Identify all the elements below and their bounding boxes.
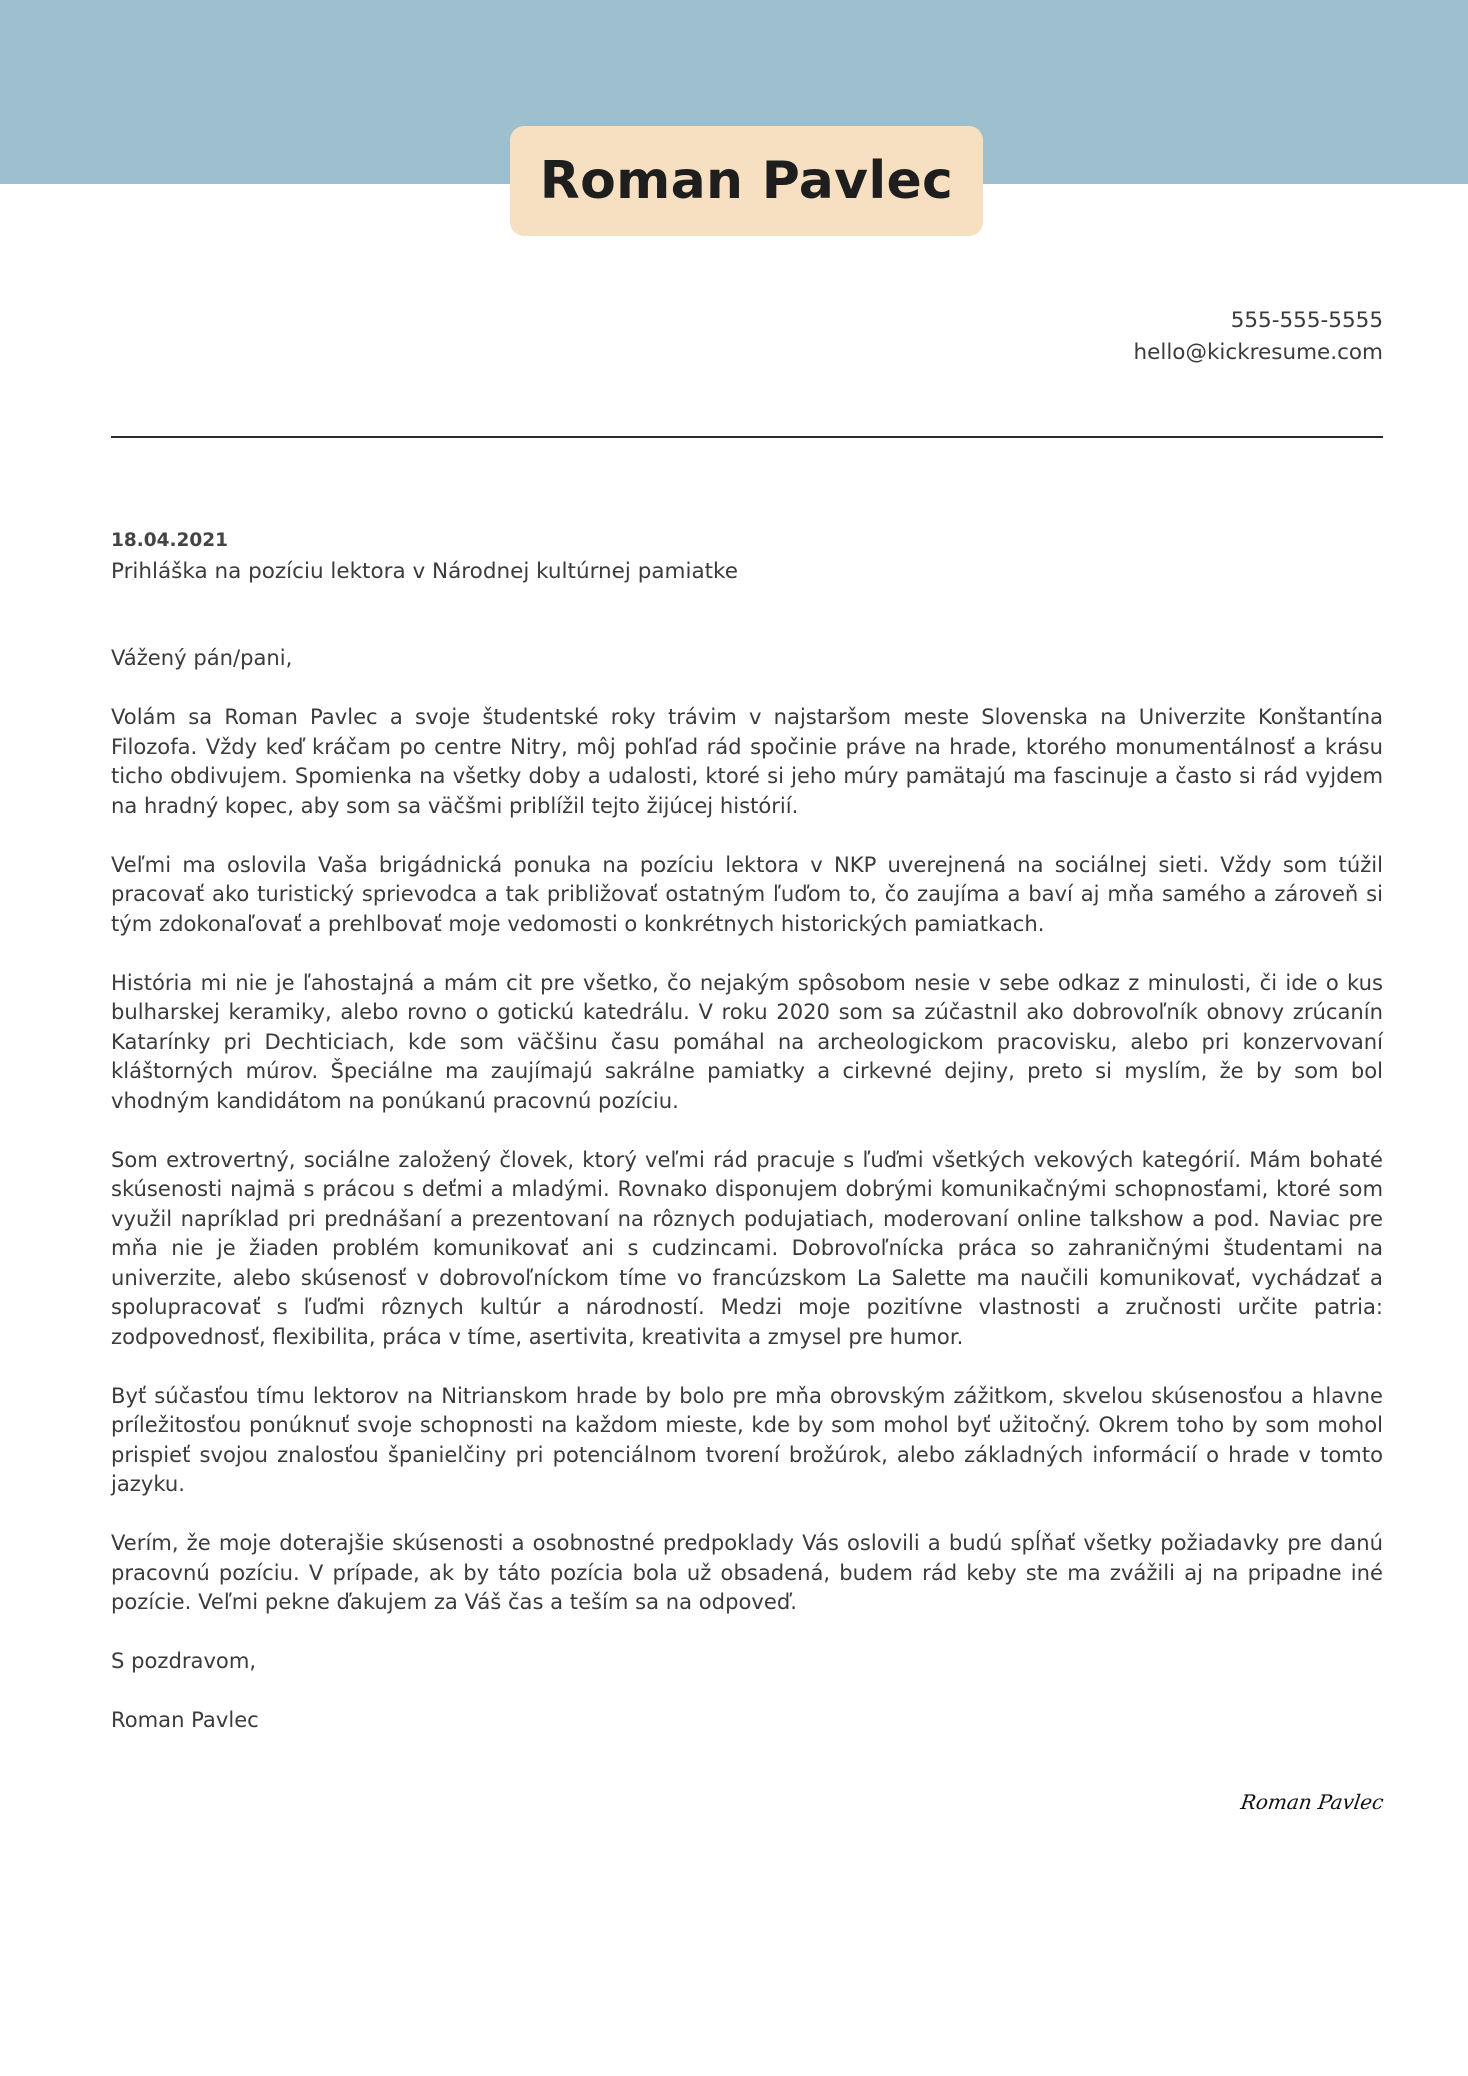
paragraph-contribution: Byť súčasťou tímu lektorov na Nitrianskom hrade by bolo pre mňa obrovským zážitkom, skvelou skúsenosťou a hlavne príležitosťou ponúknuť svoje schopnosti na každom mieste, kde by som mohol byť užitočný. Okrem toho by som mohol prispieť svojou znalosťou španielčiny pri potenciálnom tvorení brožúrok, alebo základných informácií o hrade v tomto jazyku. bbox=[111, 1382, 1383, 1496]
handwritten-signature: Roman Pavlec bbox=[1238, 1790, 1385, 1814]
header-divider bbox=[111, 436, 1383, 438]
name-banner bbox=[510, 126, 983, 236]
letter-subject: Prihláška na pozíciu lektora v Národnej kultúrnej pamiatke bbox=[111, 559, 738, 584]
salutation: Vážený pán/pani, bbox=[111, 645, 293, 670]
letter-body bbox=[111, 643, 1383, 1764]
paragraph-intro: Volám sa Roman Pavlec a svoje študentské roky trávim v najstaršom meste Slovenska na Univerzite Konštantína Filozofa. Vždy keď kráčam po centre Nitry, môj pohľad rád spočinie práve na hrade, ktorého monumentálnosť a krásu ticho obdivujem. Spomienka na všetky doby a udalosti, ktoré si jeho múry pamätajú ma fascinuje a často si rád vyjdem na hradný kopec, aby som sa väčšmi priblížil tejto žijúcej histórií. bbox=[111, 704, 1383, 818]
contact-info bbox=[683, 305, 1383, 369]
letter-date: 18.04.2021 bbox=[111, 530, 229, 551]
closing-name: Roman Pavlec bbox=[111, 1707, 259, 1732]
phone-number: 555-555-5555 bbox=[1230, 308, 1383, 333]
email-address: hello@kickresume.com bbox=[1133, 340, 1383, 365]
paragraph-history: História mi nie je ľahostajná a mám cit pre všetko, čo nejakým spôsobom nesie v sebe odkaz z minulosti, či ide o kus bulharskej keramiky, alebo rovno o gotickú katedrálu. V roku 2020 som sa zúčastnil ako dobrovoľník obnovy zrúcanín Katarínky pri Dechticiach, kde som väčšinu času pomáhal na archeologickom pracovisku, alebo pri konzervovaní kláštorných múrov. Špeciálne ma zaujímajú sakrálne pamiatky a cirkevné dejiny, preto si myslím, že by som bol vhodným kandidátom na ponúkanú pracovnú pozíciu. bbox=[111, 969, 1383, 1113]
letter-meta bbox=[111, 526, 1383, 587]
paragraph-skills: Som extrovertný, sociálne založený človek, ktorý veľmi rád pracuje s ľuďmi všetkých vekových kategórií. Mám bohaté skúsenosti najmä s prácou s deťmi a mladými. Rovnako disponujem dobrými komunikačnými schopnosťami, ktoré som využil napríklad pri prednášaní a prezentovaní na rôznych podujatiach, moderovaní online talkshow a pod. Naviac pre mňa nie je žiaden problém komunikovať ani s cudzincami. Dobrovoľnícka práca so zahraničnými študentami na univerzite, alebo skúsenosť v dobrovoľníckom tíme vo francúzskom La Salette ma naučili komunikovať, vychádzať a spolupracovať s ľuďmi rôznych kultúr a národností. Medzi moje pozitívne vlastnosti a zručnosti určite patria: zodpovednosť, flexibilita, práca v tíme, asertivita, kreativita a zmysel pre humor. bbox=[111, 1146, 1383, 1349]
paragraph-conclusion: Verím, že moje doterajšie skúsenosti a osobnostné predpoklady Vás oslovili a budú spĺňať všetky požiadavky pre danú pracovnú pozíciu. V prípade, ak by táto pozícia bola už obsadená, budem rád keby ste ma zvážili aj na pripadne iné pozície. Veľmi pekne ďakujem za Váš čas a teším sa na odpoveď. bbox=[111, 1530, 1383, 1614]
paragraph-motivation: Veľmi ma oslovila Vaša brigádnická ponuka na pozíciu lektora v NKP uverejnená na sociálnej sieti. Vždy som túžil pracovať ako turistický sprievodca a tak približovať ostatným ľuďom to, čo zaujíma a baví aj mňa samého a zároveň si tým zdokonaľovať a prehlbovať moje vedomosti o konkrétnych historických pamiatkach. bbox=[111, 851, 1383, 936]
applicant-name: Roman Pavlec bbox=[539, 151, 954, 211]
closing: S pozdravom, bbox=[111, 1648, 257, 1673]
